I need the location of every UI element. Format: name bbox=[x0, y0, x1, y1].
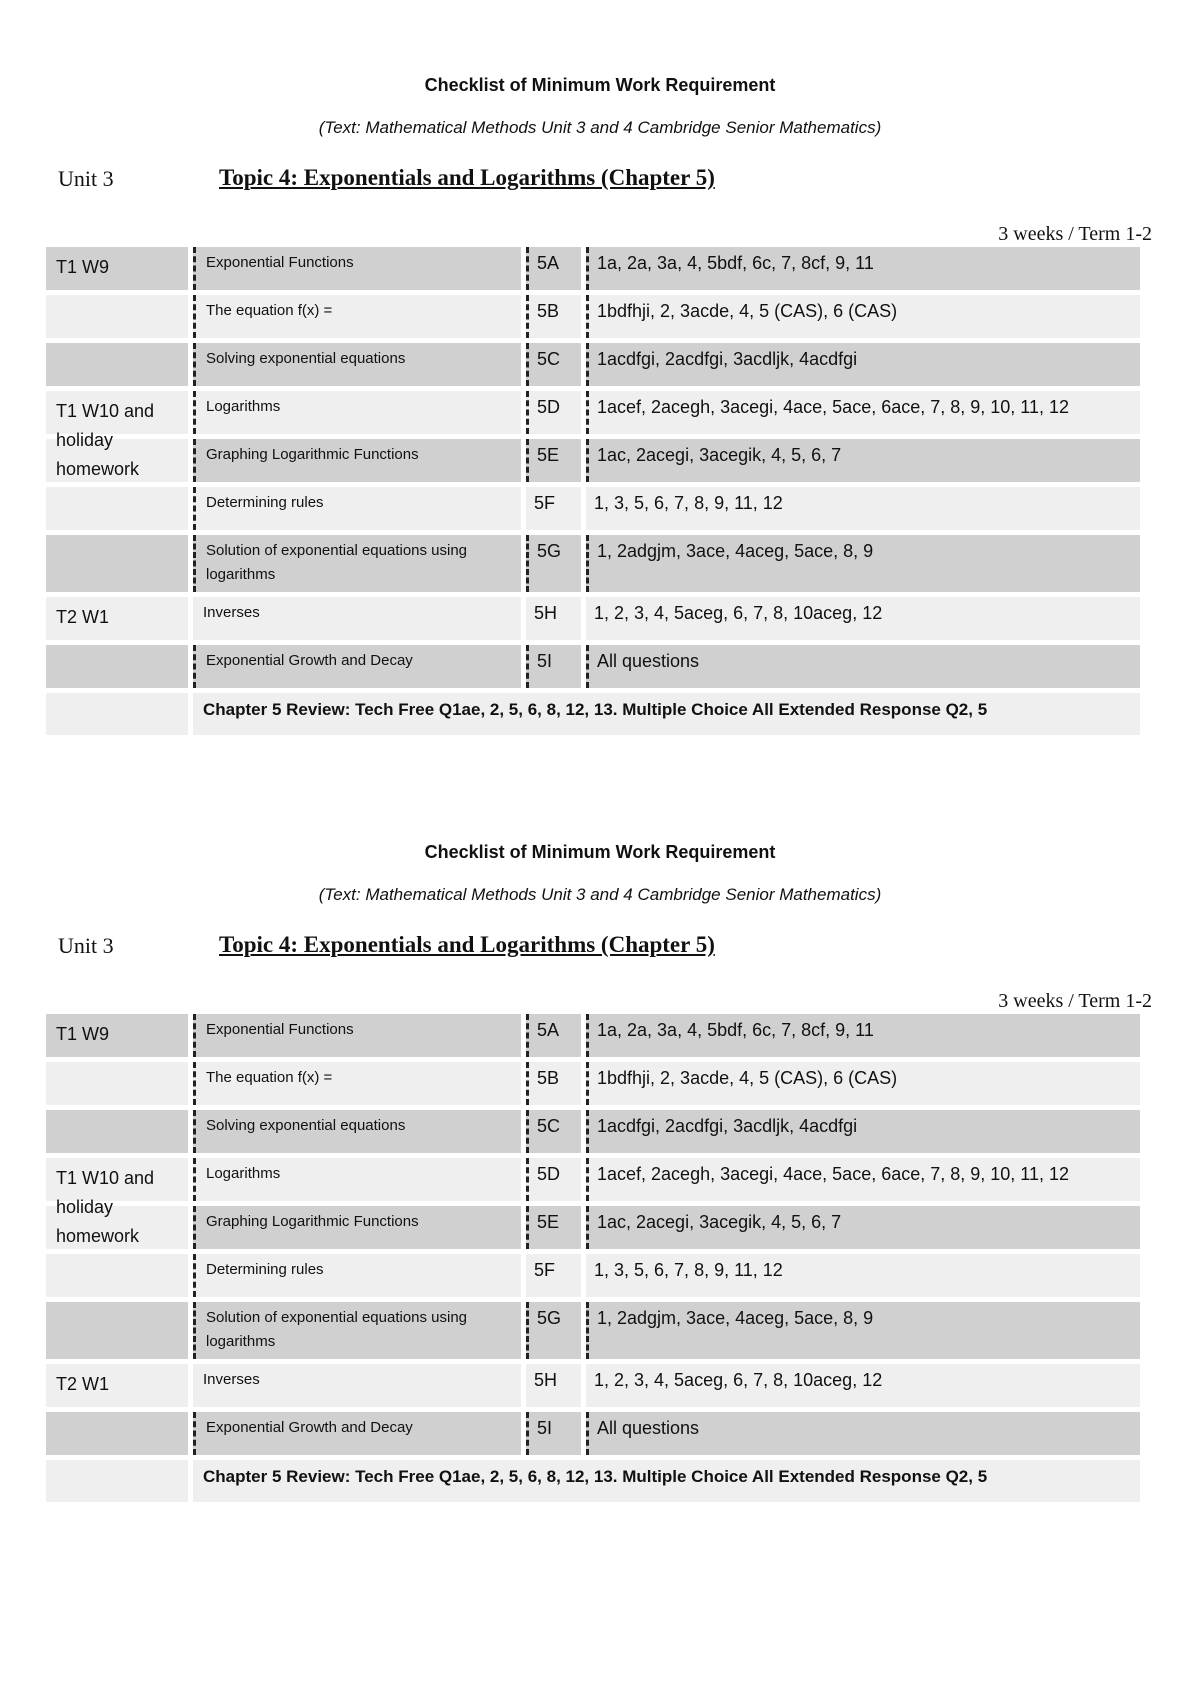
exercise-cell: 5B bbox=[537, 301, 560, 321]
questions-cell: All questions bbox=[597, 1418, 700, 1438]
exercise-cell: 5H bbox=[534, 1370, 558, 1390]
chapter-review-text: Chapter 5 Review: Tech Free Q1ae, 2, 5, 6, 8, 12, 13. Multiple Choice All Extended Response Q2, 5 bbox=[203, 1467, 988, 1486]
table-row bbox=[46, 295, 1140, 343]
exercise-cell: 5D bbox=[537, 1164, 561, 1184]
table-row bbox=[46, 597, 1140, 645]
table-row bbox=[46, 1110, 1140, 1158]
review-row bbox=[46, 693, 1140, 740]
topic-name-cell: Solving exponential equations bbox=[206, 350, 406, 367]
topic-name-cell: Determining rules bbox=[206, 1261, 324, 1278]
questions-cell: 1acdfgi, 2acdfgi, 3acdljk, 4acdfgi bbox=[597, 1116, 858, 1136]
table-row bbox=[46, 1364, 1140, 1412]
topic-heading: Topic 4: Exponentials and Logarithms (Chapter 5) bbox=[219, 165, 715, 190]
questions-cell: 1bdfhji, 2, 3acde, 4, 5 (CAS), 6 (CAS) bbox=[597, 301, 898, 321]
topic-name-cell: Determining rules bbox=[206, 494, 324, 511]
topic-name-cell: Exponential Functions bbox=[206, 1021, 354, 1038]
table-row bbox=[46, 391, 1140, 439]
table-row bbox=[46, 1062, 1140, 1110]
questions-cell: All questions bbox=[597, 651, 700, 671]
page-title: Checklist of Minimum Work Requirement bbox=[424, 75, 776, 95]
exercise-cell: 5H bbox=[534, 603, 558, 623]
exercise-cell: 5C bbox=[537, 349, 561, 369]
exercise-cell: 5E bbox=[537, 445, 560, 465]
exercise-cell: 5D bbox=[537, 397, 561, 417]
topic-name-cell: Exponential Growth and Decay bbox=[206, 652, 413, 669]
topic-name-cell: Graphing Logarithmic Functions bbox=[206, 1213, 419, 1230]
exercise-cell: 5F bbox=[534, 1260, 556, 1280]
exercise-cell: 5I bbox=[537, 651, 553, 671]
exercise-cell: 5B bbox=[537, 1068, 560, 1088]
table-row bbox=[46, 645, 1140, 693]
duration-label: 3 weeks / Term 1-2 bbox=[998, 223, 1152, 245]
questions-cell: 1acef, 2acegh, 3acegi, 4ace, 5ace, 6ace, 7, 8, 9, 10, 11, 12 bbox=[597, 1164, 1070, 1184]
table-row bbox=[46, 343, 1140, 391]
questions-cell: 1, 2adgjm, 3ace, 4aceg, 5ace, 8, 9 bbox=[597, 1308, 874, 1328]
table-row bbox=[46, 1302, 1140, 1364]
questions-cell: 1, 2adgjm, 3ace, 4aceg, 5ace, 8, 9 bbox=[597, 541, 874, 561]
topic-name-cell: The equation f(x) = bbox=[206, 1069, 333, 1086]
page-subtitle: (Text: Mathematical Methods Unit 3 and 4 Cambridge Senior Mathematics) bbox=[318, 118, 882, 137]
questions-cell: 1acdfgi, 2acdfgi, 3acdljk, 4acdfgi bbox=[597, 349, 858, 369]
questions-cell: 1, 3, 5, 6, 7, 8, 9, 11, 12 bbox=[594, 493, 783, 513]
table-row bbox=[46, 535, 1140, 597]
questions-cell: 1ac, 2acegi, 3acegik, 4, 5, 6, 7 bbox=[597, 445, 842, 465]
duration-label: 3 weeks / Term 1-2 bbox=[998, 990, 1152, 1012]
unit-label: Unit 3 bbox=[58, 166, 114, 191]
questions-cell: 1bdfhji, 2, 3acde, 4, 5 (CAS), 6 (CAS) bbox=[597, 1068, 898, 1088]
topic-name-cell: Logarithms bbox=[206, 1165, 281, 1182]
table-row bbox=[46, 1254, 1140, 1302]
questions-cell: 1a, 2a, 3a, 4, 5bdf, 6c, 7, 8cf, 9, 11 bbox=[597, 253, 874, 273]
checklist-section-2 bbox=[0, 767, 1200, 1507]
checklist-section-1 bbox=[0, 0, 1200, 740]
week-cell: T1 W9 bbox=[56, 257, 110, 277]
week-cell: T1 W9 bbox=[56, 1024, 110, 1044]
questions-cell: 1ac, 2acegi, 3acegik, 4, 5, 6, 7 bbox=[597, 1212, 842, 1232]
questions-cell: 1acef, 2acegh, 3acegi, 4ace, 5ace, 6ace, 7, 8, 9, 10, 11, 12 bbox=[597, 397, 1070, 417]
table-row bbox=[46, 1206, 1140, 1254]
week-span-label: T1 W10 and holiday homework bbox=[56, 401, 155, 479]
questions-cell: 1, 2, 3, 4, 5aceg, 6, 7, 8, 10aceg, 12 bbox=[594, 603, 883, 623]
week-cell: T2 W1 bbox=[56, 607, 110, 627]
exercise-cell: 5G bbox=[537, 1308, 562, 1328]
table-row bbox=[46, 487, 1140, 535]
chapter-review-text: Chapter 5 Review: Tech Free Q1ae, 2, 5, 6, 8, 12, 13. Multiple Choice All Extended Response Q2, 5 bbox=[203, 700, 988, 719]
topic-name-cell: Solving exponential equations bbox=[206, 1117, 406, 1134]
exercise-cell: 5F bbox=[534, 493, 556, 513]
exercise-cell: 5I bbox=[537, 1418, 553, 1438]
topic-name-cell: Logarithms bbox=[206, 398, 281, 415]
topic-name-cell: Exponential Growth and Decay bbox=[206, 1419, 413, 1436]
topic-heading: Topic 4: Exponentials and Logarithms (Chapter 5) bbox=[219, 932, 715, 957]
table-row bbox=[46, 1412, 1140, 1460]
table-row bbox=[46, 439, 1140, 487]
page-title: Checklist of Minimum Work Requirement bbox=[424, 842, 776, 862]
exercise-cell: 5C bbox=[537, 1116, 561, 1136]
questions-cell: 1a, 2a, 3a, 4, 5bdf, 6c, 7, 8cf, 9, 11 bbox=[597, 1020, 874, 1040]
topic-name-cell: The equation f(x) = bbox=[206, 302, 333, 319]
topic-name-cell: Exponential Functions bbox=[206, 254, 354, 271]
review-row bbox=[46, 1460, 1140, 1507]
week-cell: T2 W1 bbox=[56, 1374, 110, 1394]
page-subtitle: (Text: Mathematical Methods Unit 3 and 4 Cambridge Senior Mathematics) bbox=[318, 885, 882, 904]
exercise-cell: 5A bbox=[537, 253, 560, 273]
topic-name-cell: Inverses bbox=[203, 1371, 260, 1388]
exercise-cell: 5E bbox=[537, 1212, 560, 1232]
table-row bbox=[46, 247, 1140, 295]
topic-name-cell: Inverses bbox=[203, 604, 260, 621]
exercise-cell: 5A bbox=[537, 1020, 560, 1040]
questions-cell: 1, 3, 5, 6, 7, 8, 9, 11, 12 bbox=[594, 1260, 783, 1280]
topic-name-cell: Solution of exponential equations using logarithms bbox=[206, 542, 468, 583]
table-row bbox=[46, 1158, 1140, 1206]
unit-label: Unit 3 bbox=[58, 933, 114, 958]
table-row bbox=[46, 1014, 1140, 1062]
topic-name-cell: Graphing Logarithmic Functions bbox=[206, 446, 419, 463]
exercise-cell: 5G bbox=[537, 541, 562, 561]
topic-name-cell: Solution of exponential equations using logarithms bbox=[206, 1309, 468, 1350]
questions-cell: 1, 2, 3, 4, 5aceg, 6, 7, 8, 10aceg, 12 bbox=[594, 1370, 883, 1390]
week-span-label: T1 W10 and holiday homework bbox=[56, 1168, 155, 1246]
